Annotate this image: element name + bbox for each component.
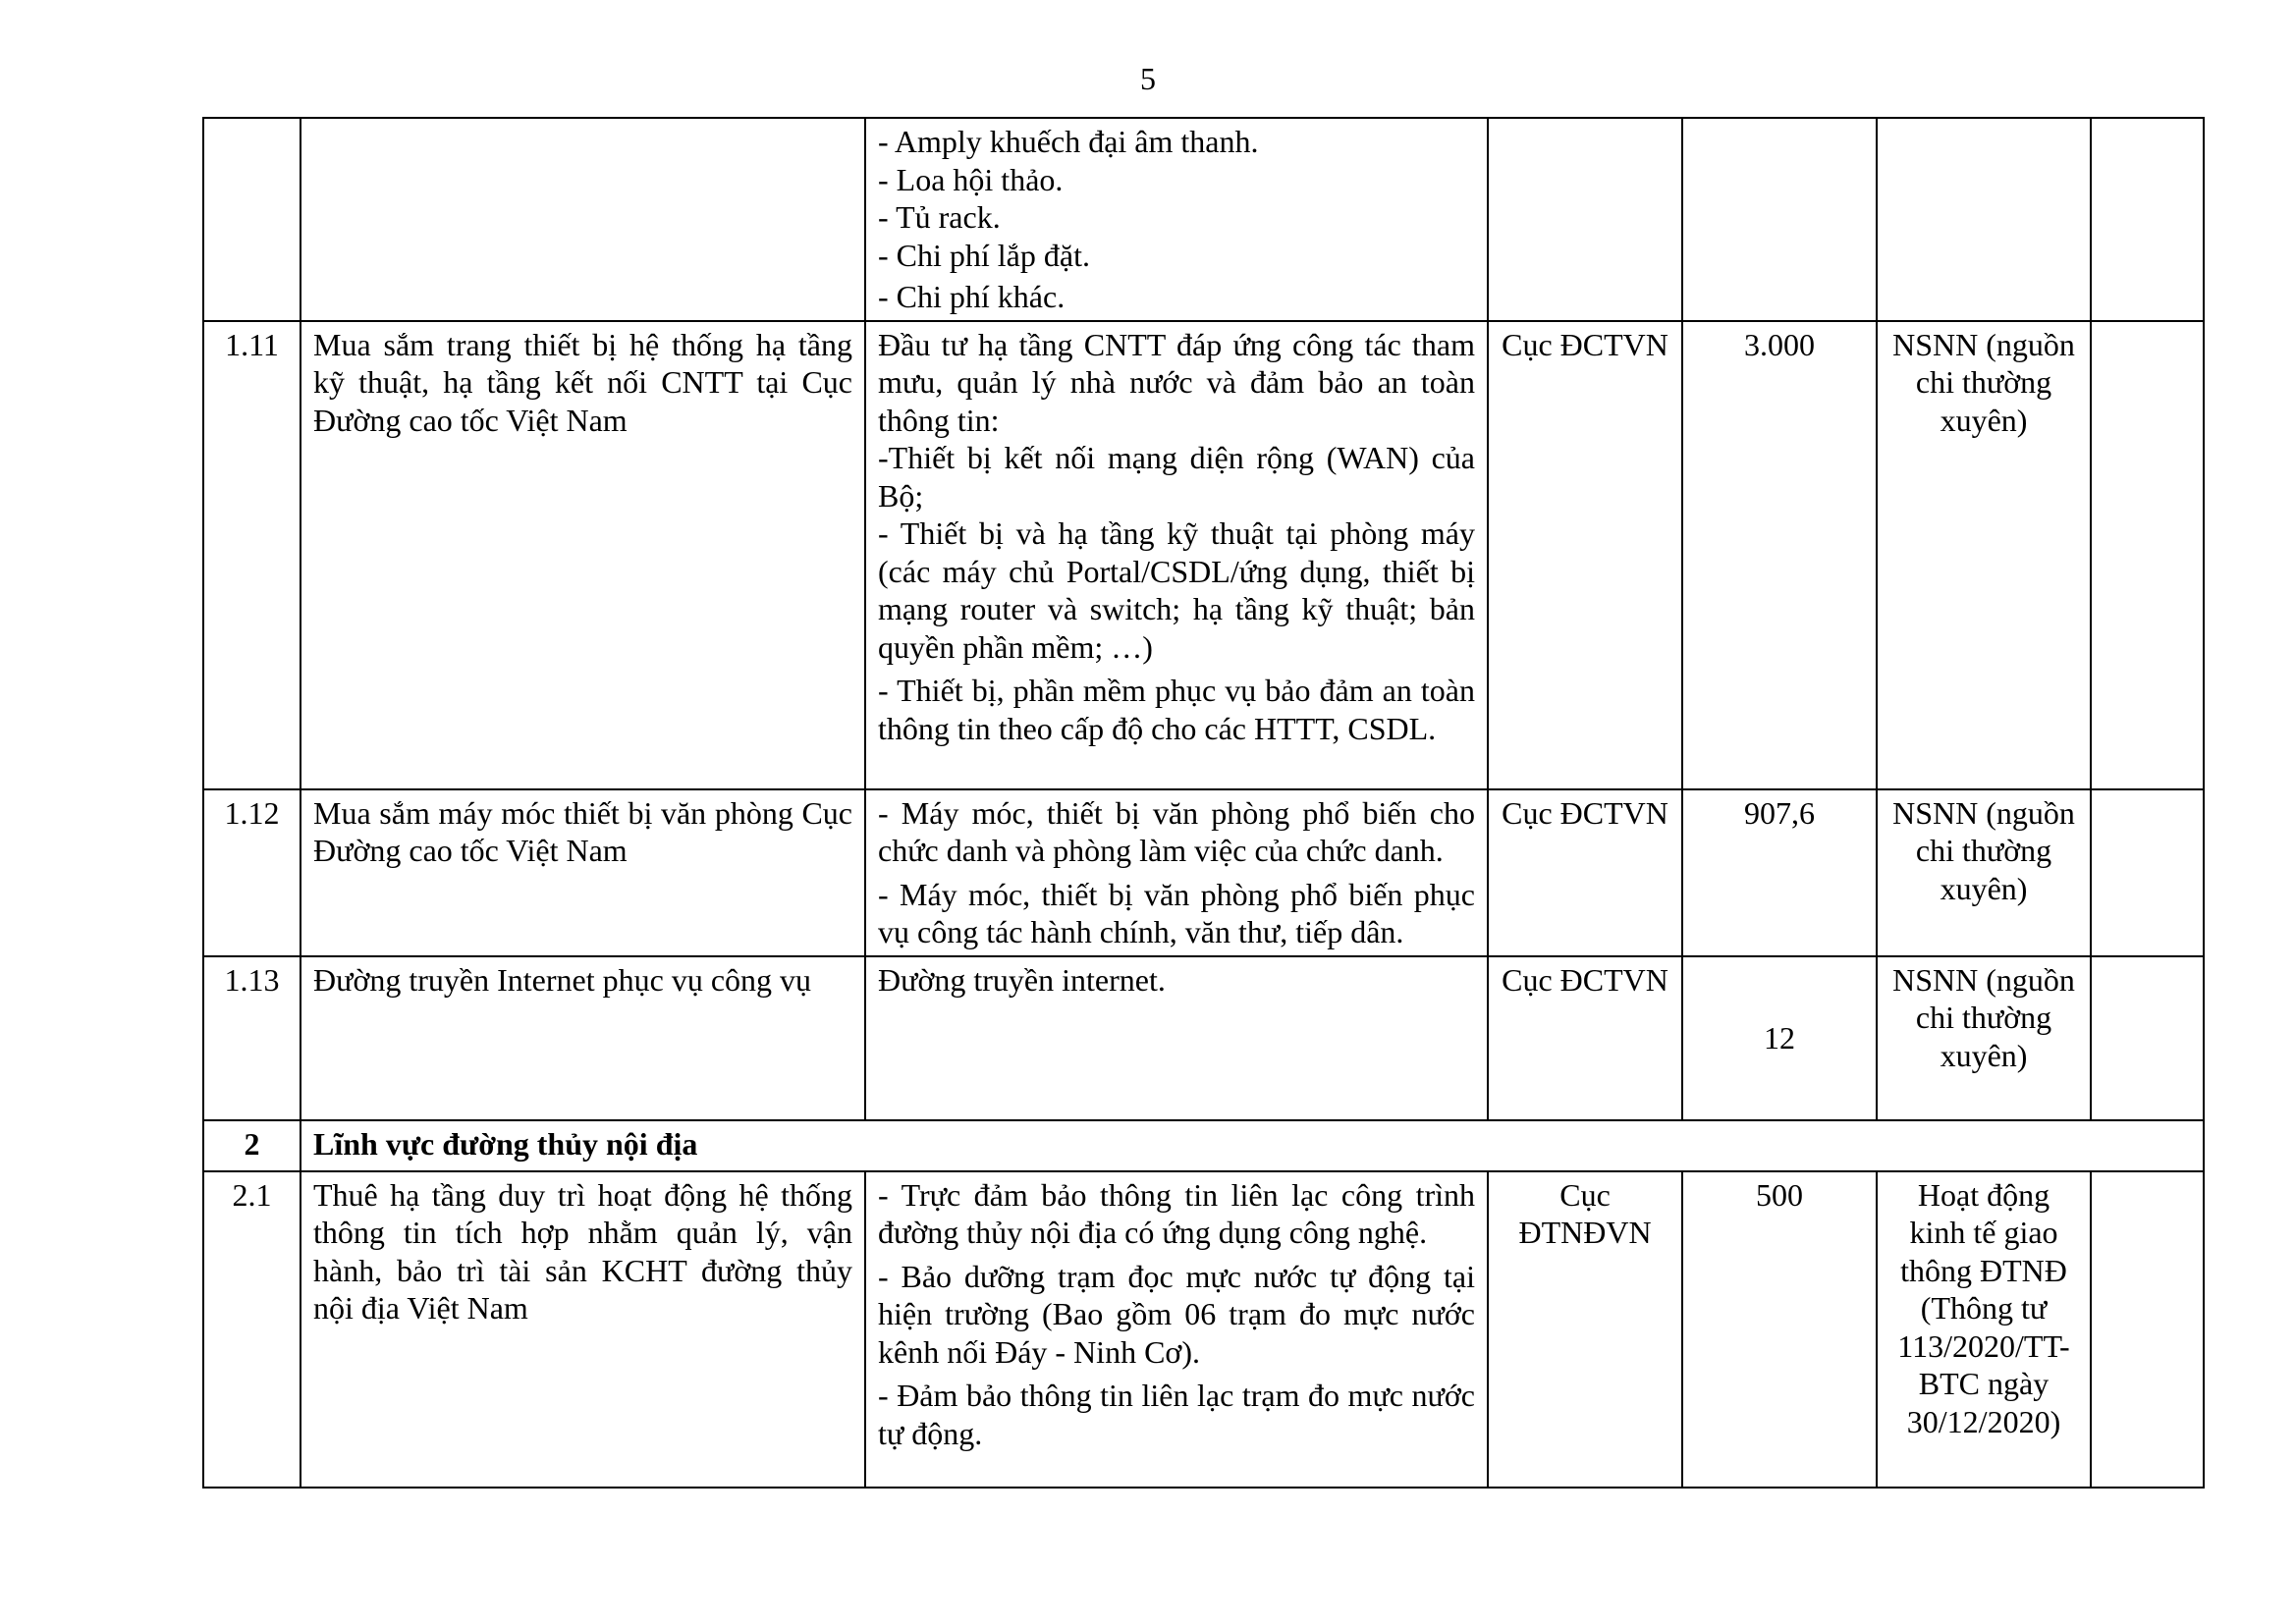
section-number: 2 xyxy=(203,1120,301,1171)
desc-line: - Amply khuếch đại âm thanh. xyxy=(878,124,1259,159)
cell-stt: 1.11 xyxy=(203,321,301,789)
cell-source xyxy=(1877,118,2091,321)
desc-line: - Bảo dưỡng trạm đọc mực nước tự động tại hiện trường (Bao gồm 06 trạm đo mực nước kênh nối Đáy - Ninh Cơ). xyxy=(878,1258,1475,1370)
cell-desc xyxy=(865,956,1488,1120)
cell-source: Hoạt động kinh tế giao thông ĐTNĐ (Thông tư 113/2020/TT-BTC ngày 30/12/2020) xyxy=(1877,1171,2091,1488)
cell-note xyxy=(2091,1171,2204,1488)
cell-stt xyxy=(203,118,301,321)
cell-name: Mua sắm trang thiết bị hệ thống hạ tầng kỹ thuật, hạ tầng kết nối CNTT tại Cục Đường cao tốc Việt Nam xyxy=(301,321,865,789)
cell-note xyxy=(2091,118,2204,321)
desc-line: - Trực đảm bảo thông tin liên lạc công trình đường thủy nội địa có ứng dụng công nghệ. xyxy=(878,1176,1475,1250)
desc-line: - Thiết bị, phần mềm phục vụ bảo đảm an toàn thông tin theo cấp độ cho các HTTT, CSDL. xyxy=(878,673,1475,746)
cell-note xyxy=(2091,789,2204,956)
cell-unit: Cục ĐTNĐVN xyxy=(1488,1171,1682,1488)
desc-line: - Đảm bảo thông tin liên lạc trạm đo mực nước tự động. xyxy=(878,1378,1475,1451)
section-title: Lĩnh vực đường thủy nội địa xyxy=(301,1120,2204,1171)
cell-desc xyxy=(865,1171,1488,1488)
cell-value: 500 xyxy=(1682,1171,1877,1488)
desc-line: - Máy móc, thiết bị văn phòng phổ biến cho chức danh và phòng làm việc của chức danh. xyxy=(878,794,1475,868)
desc-line: Đầu tư hạ tầng CNTT đáp ứng công tác tham mưu, quản lý nhà nước và đảm bảo an toàn thông tin: xyxy=(878,326,1475,438)
cell-desc xyxy=(865,321,1488,789)
cell-desc xyxy=(865,789,1488,956)
cell-note xyxy=(2091,321,2204,789)
cell-stt: 1.12 xyxy=(203,789,301,956)
section-row xyxy=(203,1120,2204,1171)
cell-stt: 1.13 xyxy=(203,956,301,1120)
page-number: 5 xyxy=(1140,61,1156,96)
desc-line: - Chi phí lắp đặt. xyxy=(878,237,1090,273)
desc-line: -Thiết bị kết nối mạng diện rộng (WAN) của Bộ; xyxy=(878,440,1475,514)
desc-line: - Chi phí khác. xyxy=(878,279,1066,314)
desc-line: - Thiết bị và hạ tầng kỹ thuật tại phòng máy (các máy chủ Portal/CSDL/ứng dụng, thiết bị mạng router và switch; hạ tầng kỹ thuật; bản quyền phần mềm; …) xyxy=(878,515,1475,665)
table-row xyxy=(203,789,2204,956)
cell-name xyxy=(301,118,865,321)
cell-name: Thuê hạ tầng duy trì hoạt động hệ thống thông tin tích hợp nhằm quản lý, vận hành, bảo trì tài sản KCHT đường thủy nội địa Việt Nam xyxy=(301,1171,865,1488)
cell-source: NSNN (nguồn chi thường xuyên) xyxy=(1877,956,2091,1120)
table-row xyxy=(203,118,2204,321)
cell-name: Mua sắm máy móc thiết bị văn phòng Cục Đường cao tốc Việt Nam xyxy=(301,789,865,956)
cell-desc xyxy=(865,118,1488,321)
cell-value: 907,6 xyxy=(1682,789,1877,956)
table-row xyxy=(203,956,2204,1120)
cell-stt: 2.1 xyxy=(203,1171,301,1488)
cell-value xyxy=(1682,118,1877,321)
desc-line: - Tủ rack. xyxy=(878,199,1001,235)
cell-value: 3.000 xyxy=(1682,321,1877,789)
table-row xyxy=(203,321,2204,789)
desc-line: Đường truyền internet. xyxy=(878,961,1166,998)
desc-line: - Máy móc, thiết bị văn phòng phổ biến phục vụ công tác hành chính, văn thư, tiếp dân. xyxy=(878,876,1475,949)
cell-note xyxy=(2091,956,2204,1120)
plan-table xyxy=(202,117,2205,1489)
cell-unit: Cục ĐCTVN xyxy=(1488,956,1682,1120)
cell-value: 12 xyxy=(1682,956,1877,1120)
cell-source: NSNN (nguồn chi thường xuyên) xyxy=(1877,321,2091,789)
desc-line: - Loa hội thảo. xyxy=(878,161,1064,197)
cell-unit: Cục ĐCTVN xyxy=(1488,321,1682,789)
cell-unit xyxy=(1488,118,1682,321)
table-row xyxy=(203,1171,2204,1488)
cell-source: NSNN (nguồn chi thường xuyên) xyxy=(1877,789,2091,956)
cell-unit: Cục ĐCTVN xyxy=(1488,789,1682,956)
cell-name: Đường truyền Internet phục vụ công vụ xyxy=(301,956,865,1120)
